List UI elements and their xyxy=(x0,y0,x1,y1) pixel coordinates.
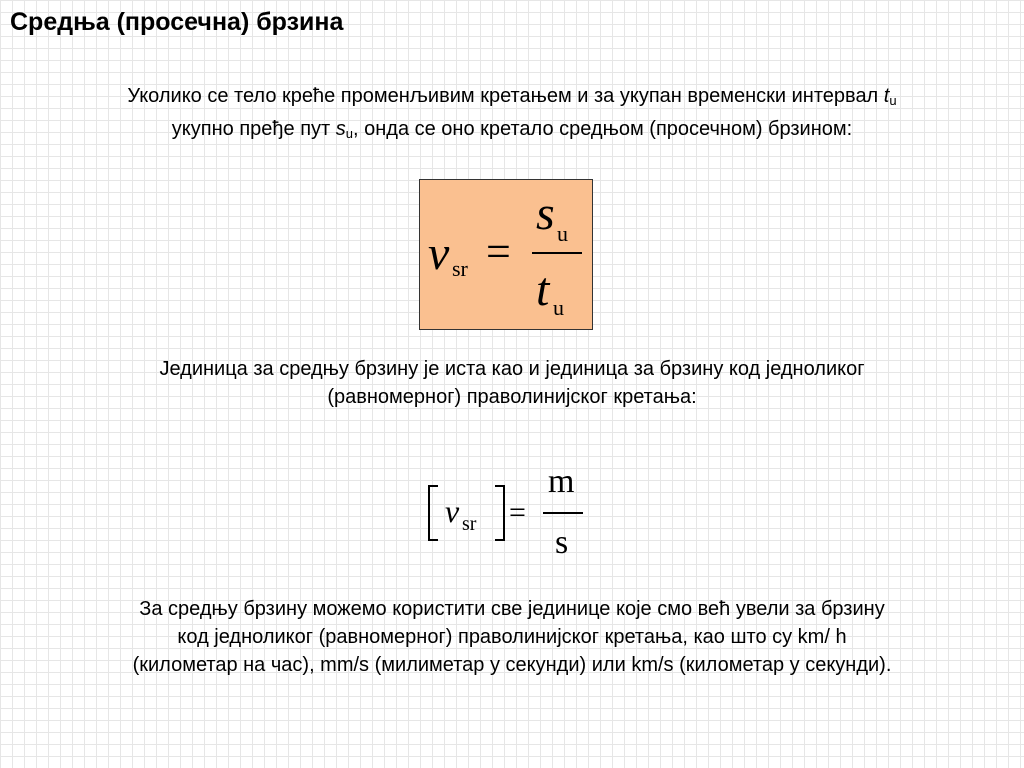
closing-line-2: код једноликог (равномерног) праволинијског кретања, као што су km/ h xyxy=(177,626,847,648)
unit-v-sub: sr xyxy=(462,513,477,535)
t-subscript: u xyxy=(889,93,897,108)
unit-equals: = xyxy=(509,496,526,529)
left-bracket xyxy=(428,485,438,541)
closing-paragraph xyxy=(0,595,1024,679)
unit-paragraph xyxy=(0,355,1024,411)
formula-denominator-sub: u xyxy=(553,295,564,320)
intro-line-1 xyxy=(0,82,1024,115)
intro-line-2-end: , онда се оно кретало средњом (просечном) брзином: xyxy=(353,118,853,140)
formula-denominator: t xyxy=(536,263,550,316)
intro-line-2-text: укупно пређе пут xyxy=(171,118,336,140)
unit-line-2: (равномерног) праволинијског кретања: xyxy=(327,386,697,408)
page-title: Средња (просечна) брзина xyxy=(10,8,344,36)
right-bracket xyxy=(495,485,505,541)
formula-equals: = xyxy=(486,227,511,276)
formula-numerator-sub: u xyxy=(557,221,568,246)
intro-line-2 xyxy=(0,115,1024,148)
unit-fraction-bar xyxy=(543,512,583,514)
fraction-bar xyxy=(532,252,582,254)
unit-numerator: m xyxy=(548,463,575,500)
intro-paragraph xyxy=(0,82,1024,148)
s-symbol: s xyxy=(335,118,346,140)
formula-numerator: s xyxy=(536,187,555,240)
closing-line-3: (километар на час), mm/s (милиметар у секунди) или km/s (километар у секунди). xyxy=(132,654,892,676)
unit-v: v xyxy=(445,493,460,529)
s-subscript: u xyxy=(345,126,353,141)
intro-line-1-text: Уколико се тело креће променљивим кретањем и за укупан временски интервал xyxy=(127,85,884,107)
unit-formula xyxy=(425,460,595,570)
formula-v: v xyxy=(428,227,450,280)
average-speed-formula xyxy=(419,179,593,330)
t-symbol: t xyxy=(883,85,890,107)
formula-v-sub: sr xyxy=(452,256,468,281)
closing-line-1: За средњу брзину можемо користити све јединице које смо већ увели за брзину xyxy=(139,598,885,620)
unit-denominator: s xyxy=(555,524,569,561)
unit-line-1: Јединица за средњу брзину је иста као и јединица за брзину код једноликог xyxy=(159,358,865,380)
